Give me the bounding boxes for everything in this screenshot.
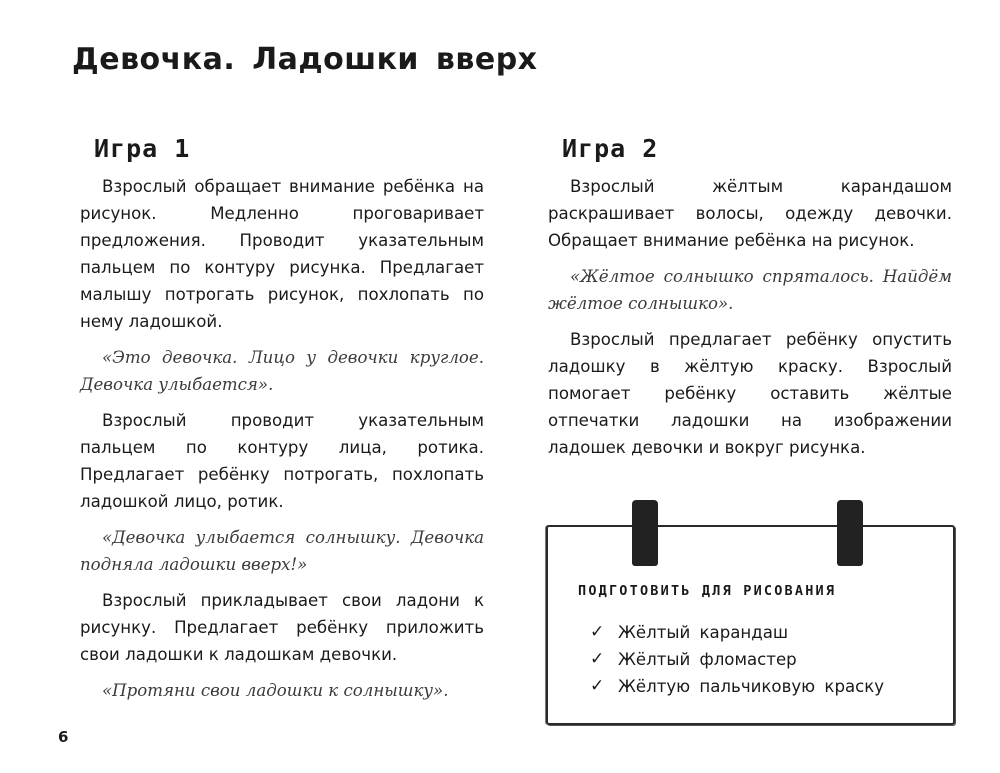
- game-1-section: [80, 134, 484, 713]
- materials-item-label: Жёлтый фломастер: [618, 650, 797, 669]
- game-2-paragraph: Взрослый предлагает ребёнку опустить ладошку в жёлтую краску. Взрослый помогает ребёнку оставить жёлтые отпечатки ладошки на изображении ладошек девочки и вокруг рисунка.: [548, 330, 952, 457]
- materials-item-label: Жёлтый карандаш: [618, 623, 789, 642]
- game-1-paragraph: Взрослый обращает внимание ребёнка на рисунок. Медленно проговаривает предложения. Проводит указательным пальцем по контуру рисунка. Предлагает малышу потрогать рисунок, похлопать по нему ладошкой.: [80, 177, 484, 331]
- game-1-quote: «Это девочка. Лицо у девочки круглое. Девочка улыбается».: [80, 348, 484, 394]
- checkmark-icon: ✓: [590, 676, 605, 696]
- materials-note-card: [546, 525, 955, 725]
- game-1-heading: Игра 1: [94, 134, 191, 163]
- checkmark-icon: ✓: [590, 649, 605, 669]
- game-1-quote: «Протяни свои ладошки к солнышку».: [102, 681, 449, 700]
- game-2-quote: «Жёлтое солнышко спряталось. Найдём жёлтое солнышко».: [548, 267, 952, 313]
- game-1-paragraph: Взрослый прикладывает свои ладони к рисунку. Предлагает ребёнку приложить свои ладошки к ладошкам девочки.: [80, 591, 484, 664]
- game-2-heading: Игра 2: [562, 134, 659, 163]
- materials-heading: ПОДГОТОВИТЬ ДЛЯ РИСОВАНИЯ: [578, 583, 837, 599]
- materials-item-label: Жёлтую пальчиковую краску: [618, 677, 885, 696]
- list-item: [590, 646, 884, 673]
- checkmark-icon: ✓: [590, 622, 605, 642]
- game-2-section: [548, 134, 952, 470]
- page-number: 6: [58, 728, 69, 746]
- game-1-quote: «Девочка улыбается солнышку. Девочка подняла ладошки вверх!»: [80, 528, 484, 574]
- tape-strip-left: [632, 500, 658, 566]
- game-2-paragraph: Взрослый жёлтым карандашом раскрашивает волосы, одежду девочки. Обращает внимание ребёнка на рисунок.: [548, 177, 952, 250]
- tape-strip-right: [837, 500, 863, 566]
- game-1-paragraph: Взрослый проводит указательным пальцем по контуру лица, ротика. Предлагает ребёнку потрогать, похлопать ладошкой лицо, ротик.: [80, 411, 484, 511]
- page-title: Девочка. Ладошки вверх: [72, 42, 538, 77]
- list-item: [590, 673, 884, 700]
- list-item: [590, 619, 884, 646]
- materials-list: [590, 619, 884, 700]
